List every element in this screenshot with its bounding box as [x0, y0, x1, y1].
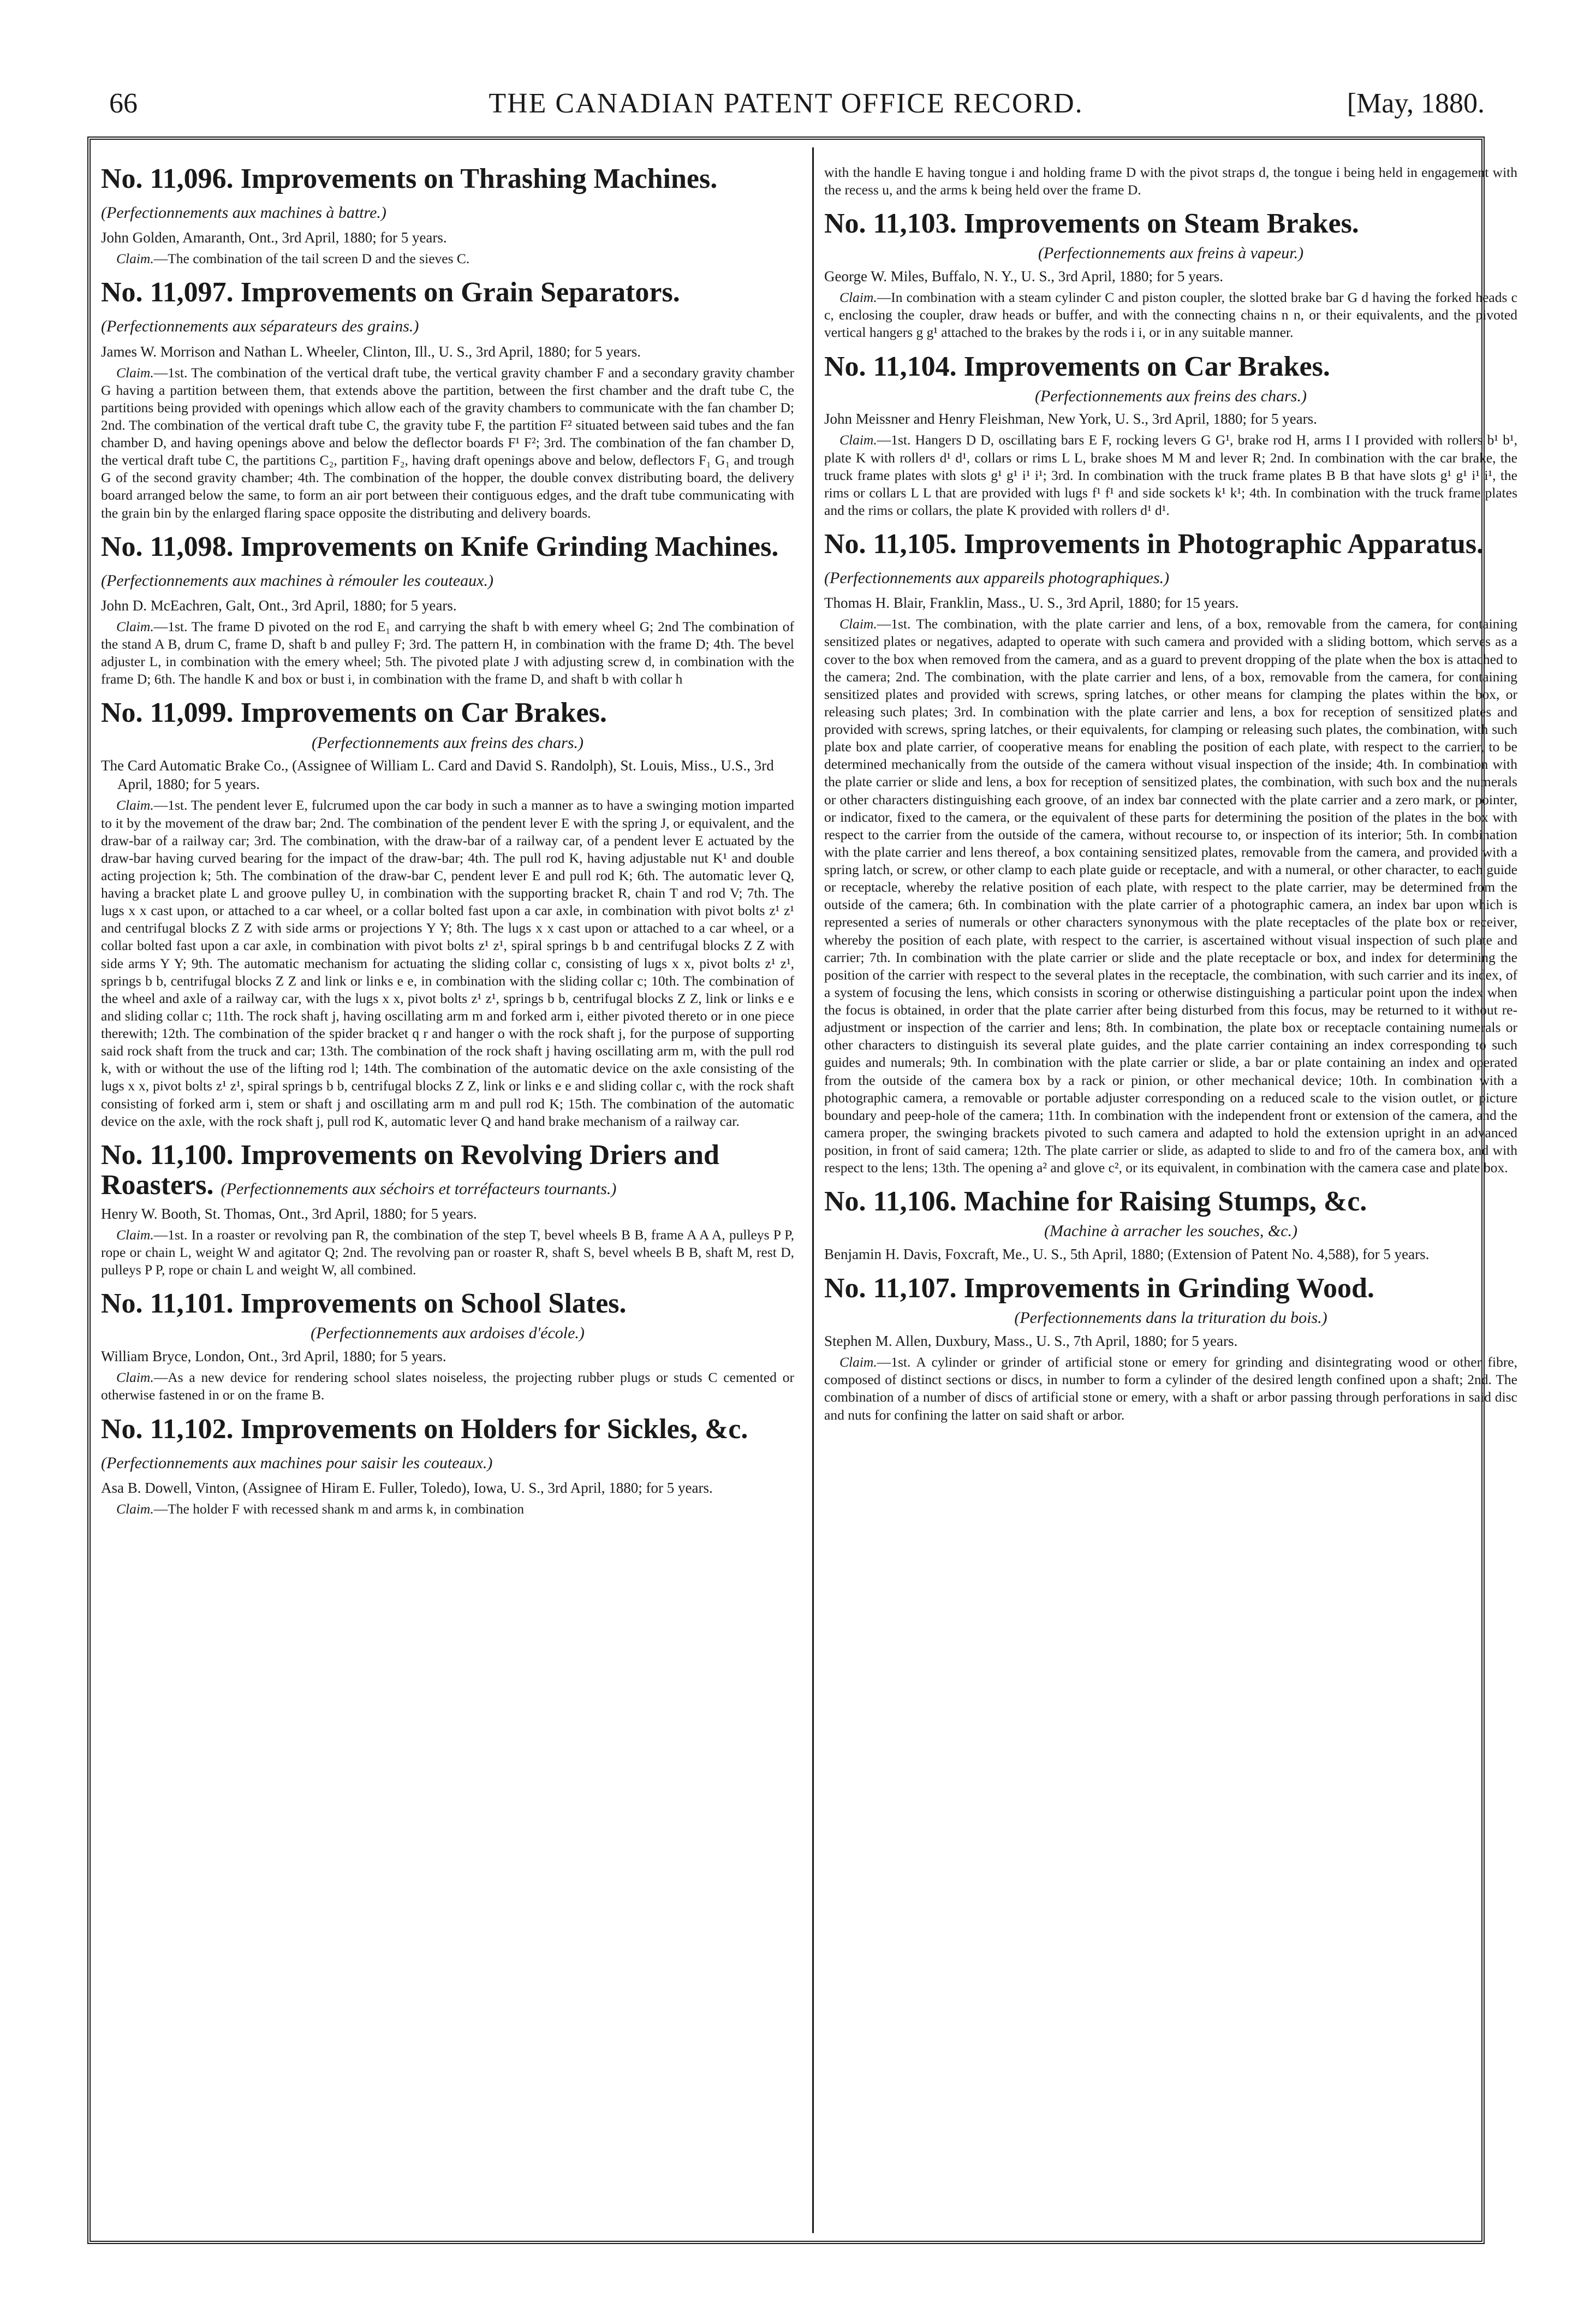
patent-title: Improvements on Grain Separators. [240, 277, 680, 308]
patent-heading [824, 209, 1517, 239]
patent-heading [101, 1140, 794, 1200]
patentee-line: John Meissner and Henry Fleishman, New York, U. S., 3rd April, 1880; for 5 years. [824, 411, 1317, 428]
patent-number: No. 11,106. [824, 1186, 957, 1218]
patent-title: Improvements on Car Brakes. [240, 697, 607, 729]
claim-text [101, 250, 794, 268]
claim-label: Claim. [116, 1500, 154, 1517]
publication-title: THE CANADIAN PATENT OFFICE RECORD. [489, 88, 1083, 119]
patent-title: Improvements in Grinding Wood. [963, 1273, 1374, 1304]
patent-french-title: (Perfectionnements aux machines à battre.) [101, 204, 386, 222]
claim-text [824, 289, 1517, 341]
claim-text [101, 797, 794, 1130]
patentee-line: Thomas H. Blair, Franklin, Mass., U. S., 3rd April, 1880; for 15 years. [824, 595, 1239, 612]
claim-body: —The holder F with recessed shank m and arms k, in combination [153, 1500, 525, 1517]
patent-french-title: (Perfectionnements dans la trituration du bois.) [1014, 1309, 1327, 1327]
claim-text [101, 618, 794, 688]
page-number: 66 [109, 88, 138, 119]
patent-title: Improvements on Revolving Driers and Roasters. [101, 1139, 719, 1201]
claim-text [101, 1226, 794, 1279]
patent-french-title: (Perfectionnements aux freins des chars.) [1035, 387, 1307, 405]
patent-heading [101, 532, 794, 592]
patent-french-title: (Machine à arracher les souches, &c.) [1044, 1222, 1298, 1240]
patent-number: No. 11,101. [101, 1288, 234, 1320]
claim-label: Claim. [116, 1369, 154, 1386]
claim-label: Claim. [839, 1354, 877, 1370]
claim-text [101, 364, 794, 522]
claim-body: —1st. The combination of the vertical draft tube, the vertical gravity chamber F and a secondary gravity chamber G having a partition between them, that extends above the partition, between the first chamber and the draft tube C, the partitions being provided with openings which allow each of the gravity chambers to communicate with the fan chamber D; 2nd. The combination of the vertical draft tube C, the gravity tube F, the partition F² situated between said tubes and the fan chamber D, and having openings above and below the deflector boards F¹ F²; 3rd. The combination of the fan chamber D, the vertical draft tube C, the partitions C₂, partition F₂, having draft openings above and below, deflectors F₁ G₁ and trough G of the second gravity chamber; 4th. The combination of the hopper, the double convex distributing board, the delivery board arranged below the same, to form an air port between their contiguous edges, and the draft tube communicating with the grain bin by the enlarged flaring space opposite the distributing and delivery boards. [101, 364, 794, 521]
patent-french-title: (Perfectionnements aux séchoirs et torréfacteurs tournants.) [221, 1179, 617, 1198]
claim-body: —1st. The combination, with the plate carrier and lens, of a box, removable from the camera, for containing sensitized plates or negatives, adapted to operate with such camera and provided with a sliding bottom, which serves as a cover to the box when removed from the camera, and as a guard to prevent dropping of the plate when the box is attached to the camera; 2nd. The combination, with the plate carrier and lens, of a box, removable from the camera, for containing sensitized plates and provided with screws, spring latches, or other means for clamping the plates within the box, or releasing such plates; 3rd. In combination with the plate carrier and lens, a box for reception of sensitized plates and provided with screws, spring latches, or their equivalents, for clamping or releasing such plates, the combination, with such plate box and plate carrier, of cooperative means for enabling the position of each plate, with respect to the carrier, to be determined mechanically from the outside of the camera without visual inspection of the inside; 4th. In combination with the plate carrier or slide and lens, a box for reception of sensitized plates, the combination, with such box and the numerals or other characters distinguishing each groove, of an index bar connected with the plate carrier and a zero mark, or pointer, or indicator, fixed to the camera, or the equivalent of these parts for determining the position of the plates in the box with respect to the carrier from the outside of the camera, without recourse to, or inspection of its interior; 5th. In combination with the plate carrier and lens thereof, a box containing sensitized plates, removable from the camera, and provided with a spring latch, or screw, or other clamp to each plate guide or receptacle, and with a numeral, or other character, to each guide or receptacle, whereby the relative position of each plate, with respect to the plate carrier, may be determined from the outside of the camera; 6th. In combination with the plate carrier of a photographic camera, an index bar upon which is represented a series of numerals or other characters synonymous with the plate receptacles of the plate box or receiver, whereby the position of each plate, with respect to the carrier, is ascertained without visual inspection of such plate and carrier; 7th. In combination with the plate carrier or slide and the plate receptacle or box, and index for determining the position of the carrier with respect to the several plates in the receptacle, the combination, with such carrier and its index, of a system of focusing the lens, which consists in scoring or otherwise distinguishing a particular point upon the index when the focus is obtained, in order that the plate carrier after being disturbed from this focus, may be returned to it without re-adjustment or inspection of the carrier and lens; 8th. In combination, the plate box or receptacle containing numerals or other characters to distinguish its several plate guides, and the plate carrier containing an index corresponding to such guides and numerals; 9th. In combination with the plate carrier or slide, a bar or plate containing an index and operated from the outside of the camera box by a rack or pinion, or other mechanical device; 10th. In combination with a photographic camera, a removable or portable adjuster corresponding on a reduced scale to the vision outlet, or picture boundary and peep-hole of the camera; 11th. In combination with the independent front or extension of the camera, and the camera proper, the swinging brackets pivoted to such camera and adapted to hold the extension upright in an advanced position, in front of said camera; 12th. The plate carrier or slide, as adapted to slide to and fro of the camera box, and with respect to the lens; 13th. The opening a² and glove c², or its equivalent, in combination with the camera case and plate box. [824, 616, 1517, 1176]
claim-continuation: with the handle E having tongue i and holding frame D with the pivot straps d, the tongue i being held in engagement with the recess u, and the arms k being held over the frame D. [824, 164, 1517, 198]
claim-body: —1st. The frame D pivoted on the rod E₁ and carrying the shaft b with emery wheel G; 2nd The combination of the stand A B, drum C, frame D, shaft b and pulley F; 3rd. The pattern H, in combination with the frame D; 4th. The bevel adjuster L, in combination with the emery wheel; 5th. The pivoted plate J with adjusting screw d, in combination with the frame D; 6th. The handle K and box or bust i, in combination with the frame D, and shaft b with collar h [101, 618, 794, 687]
patent-title: Improvements on Steam Brakes. [963, 208, 1359, 240]
claim-text [824, 1354, 1517, 1424]
patentee-line: William Bryce, London, Ont., 3rd April, 1880; for 5 years. [101, 1348, 446, 1365]
claim-body: —1st. The pendent lever E, fulcrumed upon the car body in such a manner as to have a swinging motion imparted to it by the movement of the draw bar; 2nd. The combination of the pendent lever E with the spring J, or equivalent, and the draw-bar of a railway car; 3rd. The combination, with the draw-bar of a railway car, of a pendent lever E actuated by the draw-bar having curved bearing for the impact of the draw-bar; 4th. The pull rod K, having adjustable nut K¹ and double acting projection k; 5th. The combination of the draw-bar C, pendent lever E and pull rod K; 6th. The automatic lever Q, having a bracket plate L and groove pulley U, in combination with the supporting bracket R, chain T and rod V; 7th. The lugs x x cast upon, or attached to a car wheel, or a collar bolted fast upon a car axle, in combination with pivot bolts z¹ z¹ and centrifugal blocks Z Z with side arms or projections Y Y; 8th. The lugs x x cast upon or attached to a car wheel, or a collar bolted fast upon a car axle, in combination with pivot bolts z¹ z¹, spiral springs b b and centrifugal blocks Z Z with side arms Y Y; 9th. The automatic mechanism for actuating the sliding collar c, consisting of lugs x x, pivot bolts z¹ z¹, springs b b, centrifugal blocks Z Z and link or links e e, in combination with the sliding collar c; 10th. The combination of the wheel and axle of a railway car, with the lugs x x, pivot bolts z¹ z¹, springs b b, centrifugal blocks Z Z, link or links e e and sliding collar c; 11th. The rock shaft j, having oscillating arm m and forked arm i, either pivoted thereto or in one piece therewith; 12th. The combination of the spider bracket q r and hanger o with the rock shaft j, for the purpose of supporting said rock shaft from the truck and car; 13th. The combination of the rock shaft j having oscillating arm m, with the pull rod k, with or without the use of the lifting rod l; 14th. The combination of the automatic device on the axle consisting of the lugs x x, pivot bolts z¹ z¹, spiral springs b b, centrifugal blocks Z Z, link or links e e and sliding collar c, with the rock shaft consisting of forked arm i, stem or shaft j and oscillating arm m and pull rod K; 15th. The combination of the automatic device on the axle, with the rock shaft j, pull rod K, automatic lever Q and hand brake mechanism of a railway car. [101, 797, 794, 1129]
patent-title: Improvements in Photographic Apparatus. [963, 529, 1484, 560]
patent-french-title: (Perfectionnements aux séparateurs des grains.) [101, 317, 419, 336]
patent-number: No. 11,096. [101, 164, 234, 194]
patent-entry-11101 [101, 1289, 794, 1404]
patent-french-title: (Perfectionnements aux freins des chars.) [312, 733, 583, 752]
patentee-line: The Card Automatic Brake Co., (Assignee of William L. Card and David S. Randolph), St. Louis, Miss., U.S., 3rd April, 1880; for 5 years. [101, 757, 774, 793]
patent-heading [101, 164, 794, 224]
claim-body: —The combination of the tail screen D and the sieves C. [153, 251, 470, 267]
patentee-line: Asa B. Dowell, Vinton, (Assignee of Hiram E. Fuller, Toledo), Iowa, U. S., 3rd April, 1880; for 5 years. [101, 1479, 713, 1496]
patent-entry-11104 [824, 352, 1517, 520]
claim-label: Claim. [116, 364, 154, 381]
patent-number: No. 11,100. [101, 1139, 234, 1171]
claim-text [824, 615, 1517, 1177]
patent-title: Improvements on Holders for Sickles, &c. [240, 1413, 748, 1445]
patentee-line: George W. Miles, Buffalo, N. Y., U. S., 3rd April, 1880; for 5 years. [824, 268, 1223, 285]
patent-heading [824, 529, 1517, 589]
patent-entry-11102 [101, 1414, 794, 1518]
patent-title: Improvements on School Slates. [240, 1288, 627, 1320]
patent-heading [101, 698, 794, 728]
patent-number: No. 11,105. [824, 529, 957, 560]
patent-number: No. 11,097. [101, 277, 234, 308]
patentee-line: John D. McEachren, Galt, Ont., 3rd April, 1880; for 5 years. [101, 597, 457, 614]
issue-date: [May, 1880. [1347, 88, 1485, 119]
patent-heading [824, 1186, 1517, 1216]
patent-french-title: (Perfectionnements aux ardoises d'école.) [311, 1324, 585, 1343]
claim-body: —1st. A cylinder or grinder of artificial stone or emery for grinding and disintegrating wood or other fibre, composed of distinct sections or discs, in number to form a cylinder of the desired length confined upon a shaft; 2nd. The combination of a number of discs of artificial stone or emery, with a shaft or arbor passing through perforations in said disc and nuts for confining the latter on said shaft or arbor. [824, 1354, 1517, 1423]
claim-text [101, 1500, 794, 1518]
patent-french-title: (Perfectionnements aux machines à rémouler les couteaux.) [101, 571, 493, 590]
patent-entry-11100 [101, 1140, 794, 1279]
patent-french-title: (Perfectionnements aux freins à vapeur.) [1038, 244, 1304, 263]
patent-french-title: (Perfectionnements aux appareils photographiques.) [824, 569, 1170, 587]
claim-body: —1st. In a roaster or revolving pan R, the combination of the step T, bevel wheels B B, frame A A A, pulleys P P, rope or chain L, weight W and agitator Q; 2nd. The revolving pan or roaster R, shaft S, bevel wheels B B, shaft M, rest D, pulleys P P, rope or chain L and weight W, all combined. [101, 1227, 794, 1278]
claim-label: Claim. [839, 616, 877, 632]
patentee-line: Stephen M. Allen, Duxbury, Mass., U. S., 7th April, 1880; for 5 years. [824, 1333, 1238, 1350]
patent-title: Machine for Raising Stumps, &c. [963, 1186, 1367, 1218]
claim-label: Claim. [839, 289, 877, 306]
patent-heading [824, 1273, 1517, 1303]
patent-number: No. 11,103. [824, 208, 957, 240]
patent-heading [101, 277, 794, 337]
patent-entry-11105 [824, 529, 1517, 1177]
claim-text [824, 431, 1517, 519]
patent-entry-11098 [101, 532, 794, 688]
claim-text [101, 1369, 794, 1404]
claim-label: Claim. [116, 251, 154, 267]
patent-entry-11097 [101, 277, 794, 521]
patent-french-title: (Perfectionnements aux machines pour saisir les couteaux.) [101, 1453, 493, 1472]
claim-label: Claim. [116, 1227, 154, 1243]
patent-title: Improvements on Car Brakes. [963, 351, 1330, 382]
left-column [101, 164, 794, 2228]
patentee-line: John Golden, Amaranth, Ont., 3rd April, 1880; for 5 years. [101, 229, 447, 246]
patent-heading [824, 352, 1517, 382]
patent-number: No. 11,098. [101, 531, 234, 562]
patent-number: No. 11,102. [101, 1413, 234, 1445]
patent-entry-11099 [101, 698, 794, 1130]
patent-number: No. 11,099. [101, 697, 234, 729]
claim-body: —In combination with a steam cylinder C and piston coupler, the slotted brake bar G d having the forked heads c c, enclosing the coupler, draw heads or buffer, and with the connecting chains n n, or their equivalents, and the pivoted vertical hangers g g¹ attached to the brakes by the rods i i, or in any suitable manner. [824, 289, 1517, 341]
patentee-line: Henry W. Booth, St. Thomas, Ont., 3rd April, 1880; for 5 years. [101, 1205, 477, 1222]
claim-label: Claim. [839, 432, 877, 448]
patent-title: Improvements on Knife Grinding Machines. [240, 531, 779, 562]
patent-heading [101, 1414, 794, 1474]
patentee-line: James W. Morrison and Nathan L. Wheeler, Clinton, Ill., U. S., 3rd April, 1880; for 5 years. [101, 343, 641, 360]
right-column [824, 164, 1517, 2228]
patent-number: No. 11,107. [824, 1273, 957, 1304]
claim-body: —As a new device for rendering school slates noiseless, the projecting rubber plugs or studs C cemented or otherwise fastened in or on the frame B. [101, 1369, 794, 1403]
patent-entry-11107 [824, 1273, 1517, 1423]
patent-entry-11106 [824, 1186, 1517, 1263]
patent-entry-11103 [824, 209, 1517, 341]
claim-label: Claim. [116, 618, 154, 634]
claim-label: Claim. [116, 797, 154, 814]
patent-title: Improvements on Thrashing Machines. [240, 164, 718, 194]
claim-body: —1st. Hangers D D, oscillating bars E F, rocking levers G G¹, brake rod H, arms I I provided with rollers b¹ b¹, plate K with rollers d¹ d¹, collars or rims L L, brake shoes M M and lever R; 2nd. In combination with the car brake, the truck frame plates with slots g¹ g¹ i¹ i¹; 3rd. In combination with the truck frame plates B B that have slots g¹ g¹ i¹ i¹, the rims or collars L L that are provided with lugs f¹ f¹ and side sockets k¹ k¹; 4th. In combination with the truck frame plates and the rims or collars, the plate K provided with rollers d¹ d¹. [824, 432, 1517, 518]
patent-entry-11096 [101, 164, 794, 268]
column-divider [812, 147, 814, 2233]
patent-heading [101, 1289, 794, 1319]
page-header [87, 76, 1485, 126]
patentee-line: Benjamin H. Davis, Foxcraft, Me., U. S., 5th April, 1880; (Extension of Patent No. 4,588), for 5 years. [824, 1246, 1430, 1263]
patent-number: No. 11,104. [824, 351, 957, 382]
